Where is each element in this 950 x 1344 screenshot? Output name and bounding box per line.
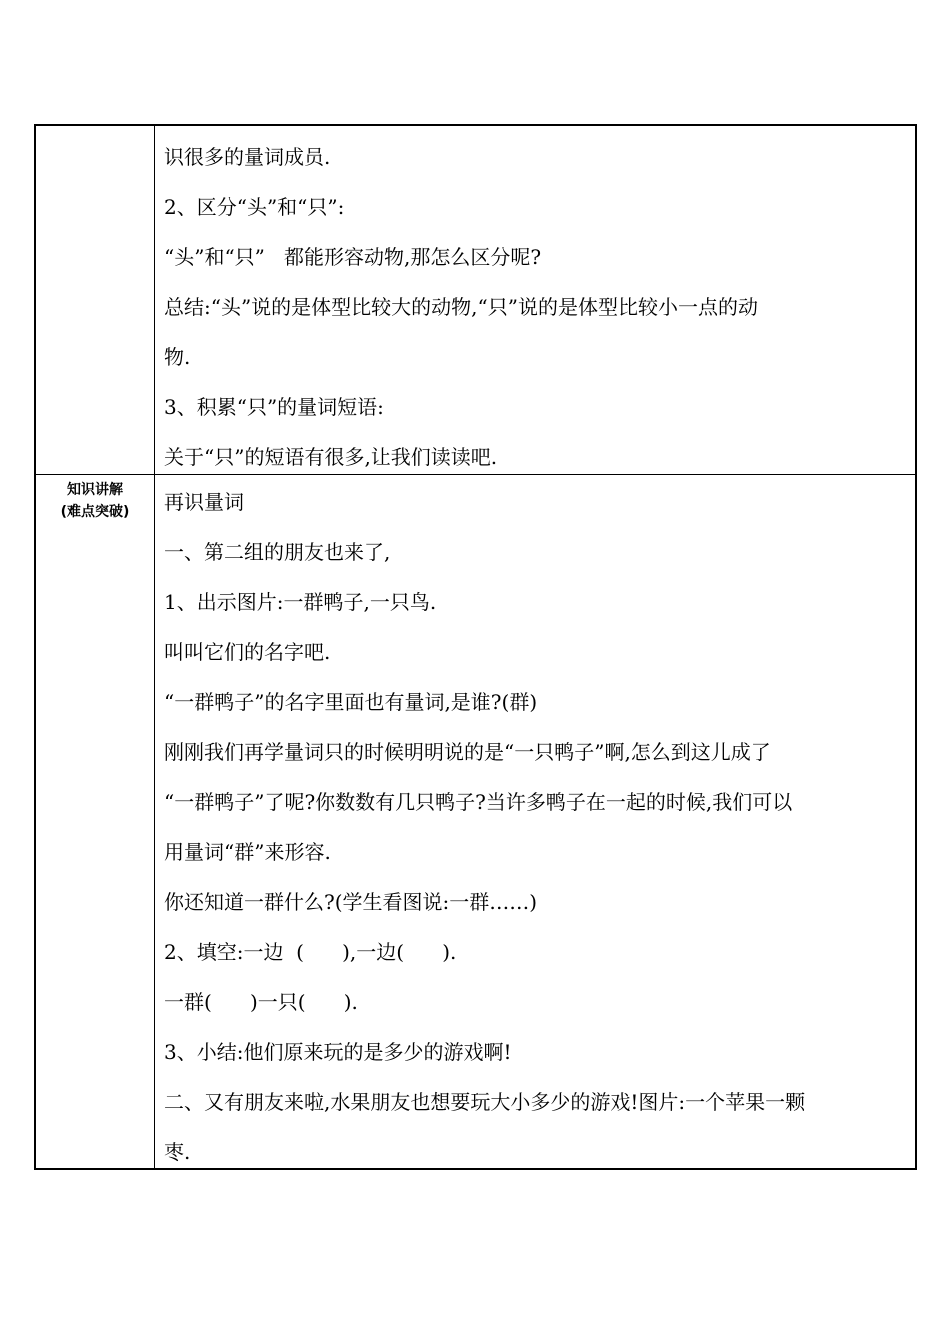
text-line: 物. [164, 345, 191, 369]
section-label-line: (难点突破) [60, 504, 130, 520]
text-line: 2、区分“头”和“只”: [164, 195, 345, 219]
text-line: 总结:“头”说的是体型比较大的动物,“只”说的是体型比较小一点的动 [164, 295, 758, 319]
section-label-line: 知识讲解 [67, 482, 123, 498]
text-line: 二、又有朋友来啦,水果朋友也想要玩大小多少的游戏!图片:一个苹果一颗 [164, 1090, 806, 1114]
text-line: 3、积累“只”的量词短语: [164, 395, 384, 419]
text-line: 用量词“群”来形容. [164, 840, 331, 864]
text-line: 一群( )一只( ). [164, 990, 358, 1014]
text-line: 枣. [164, 1140, 191, 1164]
text-line: 一、第二组的朋友也来了, [164, 540, 391, 564]
text-line: 叫叫它们的名字吧. [164, 640, 331, 664]
column-divider [154, 126, 155, 1168]
text-line: “一群鸭子”的名字里面也有量词,是谁?(群) [164, 690, 538, 714]
lesson-table [34, 124, 917, 1170]
text-line: 2、填空:一边 ( ),一边( ). [164, 940, 457, 964]
text-line: 你还知道一群什么?(学生看图说:一群……) [164, 890, 538, 914]
text-line: 识很多的量词成员. [164, 145, 331, 169]
text-line: 3、小结:他们原来玩的是多少的游戏啊! [164, 1040, 512, 1064]
row1-content-cell [164, 132, 909, 482]
text-line: “一群鸭子”了呢?你数数有几只鸭子?当许多鸭子在一起的时候,我们可以 [164, 790, 793, 814]
text-line: 1、出示图片:一群鸭子,一只鸟. [164, 590, 437, 614]
text-line: 刚刚我们再学量词只的时候明明说的是“一只鸭子”啊,怎么到这儿成了 [164, 740, 771, 764]
text-line: 再识量词 [164, 490, 244, 514]
text-line: 关于“只”的短语有很多,让我们读读吧. [164, 445, 498, 469]
row2-content-cell [164, 477, 909, 1177]
text-line: “头”和“只” 都能形容动物,那怎么区分呢? [164, 245, 542, 269]
section-label-knowledge [36, 479, 154, 523]
